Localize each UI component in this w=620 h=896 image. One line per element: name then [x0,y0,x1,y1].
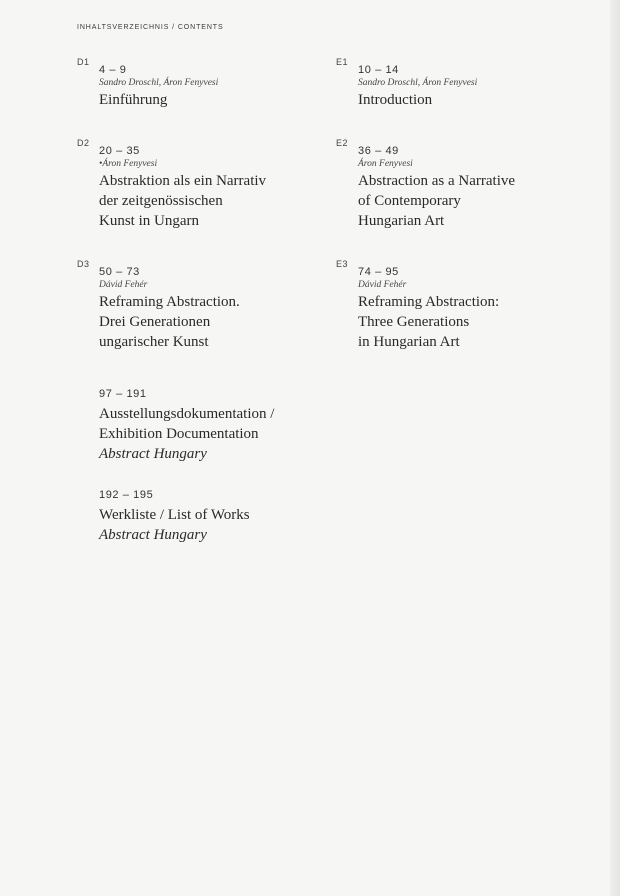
authors: Dávid Fehér [99,280,148,290]
entry-code: E3 [336,259,349,269]
entry-subtitle: Abstract Hungary [99,446,207,462]
entry-title: Ausstellungsdokumentation / Exhibition Documentation [99,406,275,442]
page-range: 10 – 14 [358,64,399,76]
entry-title: Reframing Abstraction: Three Generations in Hungarian Art [358,294,500,350]
entry-title: Introduction [358,92,433,108]
entry-title: Abstraktion als ein Narrativ der zeitgenössischen Kunst in Ungarn [99,173,267,229]
entry-title: Abstraction as a Narrative of Contemporary Hungarian Art [358,173,516,229]
page-range: 4 – 9 [99,64,127,76]
entry-code: D3 [77,259,90,269]
entry-subtitle: Abstract Hungary [99,527,207,543]
authors: Sandro Droschl, Áron Fenyvesi [358,78,478,88]
page-range: 36 – 49 [358,145,399,157]
page-range: 97 – 191 [99,388,147,400]
page-range: 192 – 195 [99,489,154,501]
entry-code: E1 [336,57,349,67]
entry-title: Einführung [99,92,168,108]
page-edge [610,0,620,896]
authors: Áron Fenyvesi [358,159,413,169]
authors: •Áron Fenyvesi [99,159,158,169]
page-range: 20 – 35 [99,145,140,157]
contents-heading: INHALTSVERZEICHNIS / CONTENTS [77,24,224,31]
entry-code: D1 [77,57,90,67]
authors: Sandro Droschl, Áron Fenyvesi [99,78,219,88]
page-range: 50 – 73 [99,266,140,278]
entry-title: Reframing Abstraction. Drei Generationen ungarischer Kunst [99,294,240,350]
entry-title: Werkliste / List of Works [99,507,250,523]
page-range: 74 – 95 [358,266,399,278]
entry-code: D2 [77,138,90,148]
authors: Dávid Fehér [358,280,407,290]
entry-code: E2 [336,138,349,148]
